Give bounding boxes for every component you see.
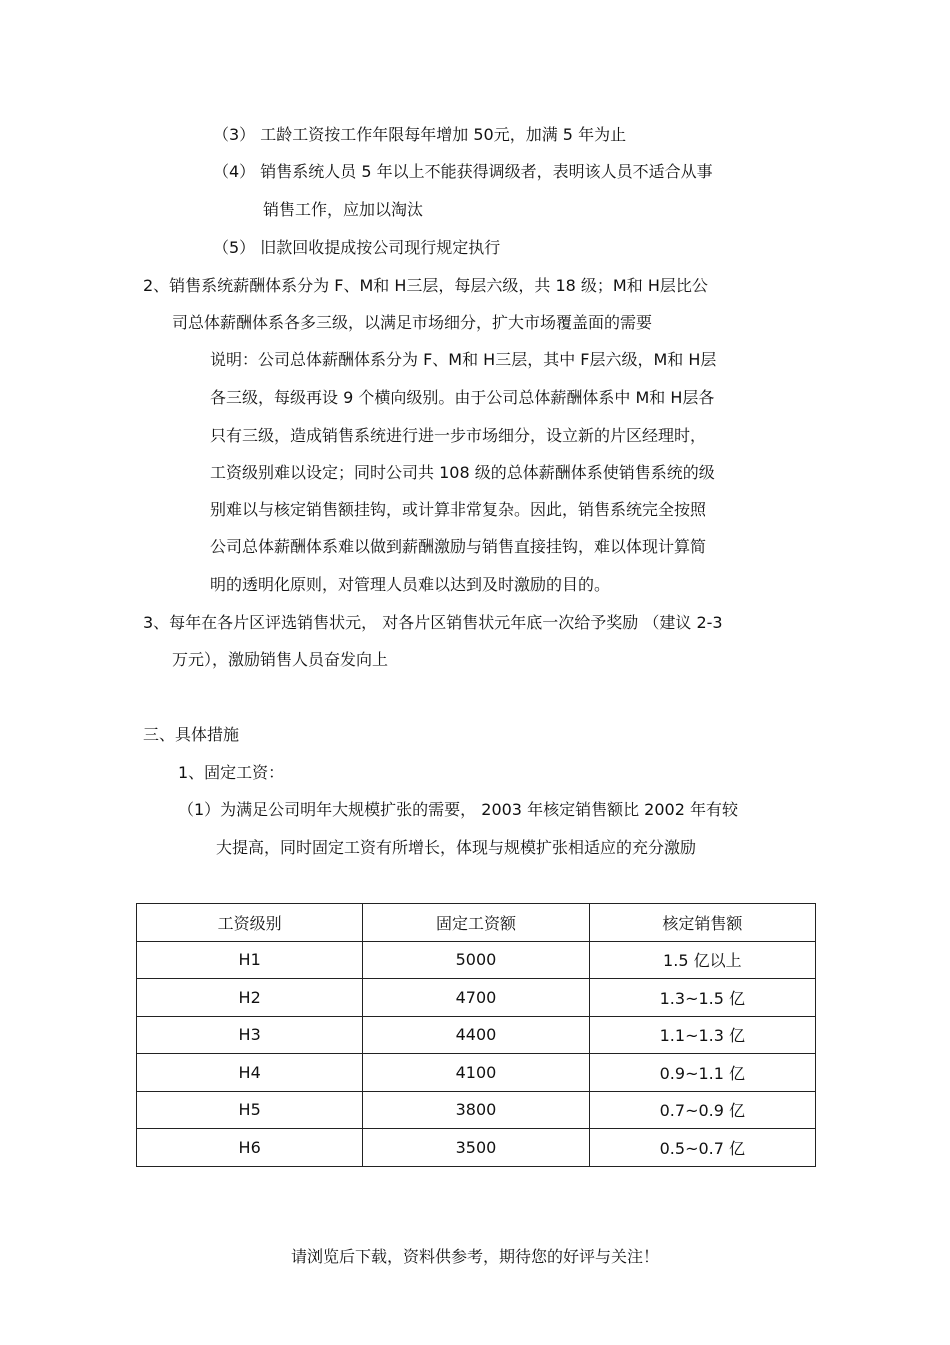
sales-target-cell: 0.5~0.7 亿 [589,1129,815,1167]
note-line: 只有三级，造成销售系统进行进一步市场细分，设立新的片区经理时， [210,426,707,445]
grade-cell: H1 [137,941,363,979]
fixed-salary-cell: 4400 [363,1016,589,1054]
footer-note: 请浏览后下载，资料供参考，期待您的好评与关注！ [290,1247,659,1266]
fixed-salary-cell: 3500 [363,1129,589,1167]
sales-target-cell: 1.3~1.5 亿 [589,979,815,1017]
clause-5: （5） 旧款回收提成按公司现行规定执行 [213,238,501,257]
column-header: 核定销售额 [589,904,815,942]
table-row [137,941,816,979]
table-header-row [137,904,816,942]
grade-cell: H3 [137,1016,363,1054]
section-heading: 三、具体措施 [143,725,240,744]
fixed-salary-cell: 4100 [363,1054,589,1092]
sales-target-cell: 1.1~1.3 亿 [589,1016,815,1054]
note-line: 说明：公司总体薪酬体系分为 F、M和 H三层，其中 F层六级，M和 H层 [210,350,717,369]
grade-cell: H6 [137,1129,363,1167]
note-line: 工资级别难以设定；同时公司共 108 级的总体薪酬体系使销售系统的级 [210,463,715,482]
fixed-salary-cell: 5000 [363,941,589,979]
paragraph-2-continued: 司总体薪酬体系各多三级，以满足市场细分，扩大市场覆盖面的需要 [172,313,653,332]
note-line: 各三级，每级再设 9 个横向级别。由于公司总体薪酬体系中 M和 H层各 [210,388,715,407]
clause-3: （3） 工龄工资按工作年限每年增加 50元，加满 5 年为止 [213,125,627,144]
clause-4: （4） 销售系统人员 5 年以上不能获得调级者，表明该人员不适合从事 [213,162,713,181]
note-line: 别难以与核定销售额挂钩，或计算非常复杂。因此，销售系统完全按照 [210,500,707,519]
fixed-salary-cell: 3800 [363,1091,589,1129]
paragraph-3: 3、每年在各片区评选销售状元， 对各片区销售状元年底一次给予奖励 （建议 2-3 [143,613,723,632]
grade-cell: H4 [137,1054,363,1092]
table-row [137,1054,816,1092]
paragraph-2: 2、销售系统薪酬体系分为 F、M和 H三层，每层六级，共 18 级；M和 H层比公 [143,276,708,295]
grade-cell: H5 [137,1091,363,1129]
subsection-heading: 1、固定工资： [178,763,285,782]
column-header: 工资级别 [137,904,363,942]
table-row [137,1016,816,1054]
note-line: 明的透明化原则，对管理人员难以达到及时激励的目的。 [210,575,611,594]
clause-4-continued: 销售工作，应加以淘汰 [263,200,424,219]
salary-table [136,903,816,1167]
grade-cell: H2 [137,979,363,1017]
measure-1: （1）为满足公司明年大规模扩张的需要， 2003 年核定销售额比 2002 年有较 [178,800,738,819]
measure-1-continued: 大提高，同时固定工资有所增长，体现与规模扩张相适应的充分激励 [216,838,697,857]
column-header: 固定工资额 [363,904,589,942]
sales-target-cell: 1.5 亿以上 [589,941,815,979]
note-line: 公司总体薪酬体系难以做到薪酬激励与销售直接挂钩，难以体现计算简 [210,537,707,556]
paragraph-3-continued: 万元），激励销售人员奋发向上 [172,650,389,669]
sales-target-cell: 0.7~0.9 亿 [589,1091,815,1129]
table-row [137,979,816,1017]
fixed-salary-cell: 4700 [363,979,589,1017]
sales-target-cell: 0.9~1.1 亿 [589,1054,815,1092]
table-row [137,1091,816,1129]
table-row [137,1129,816,1167]
